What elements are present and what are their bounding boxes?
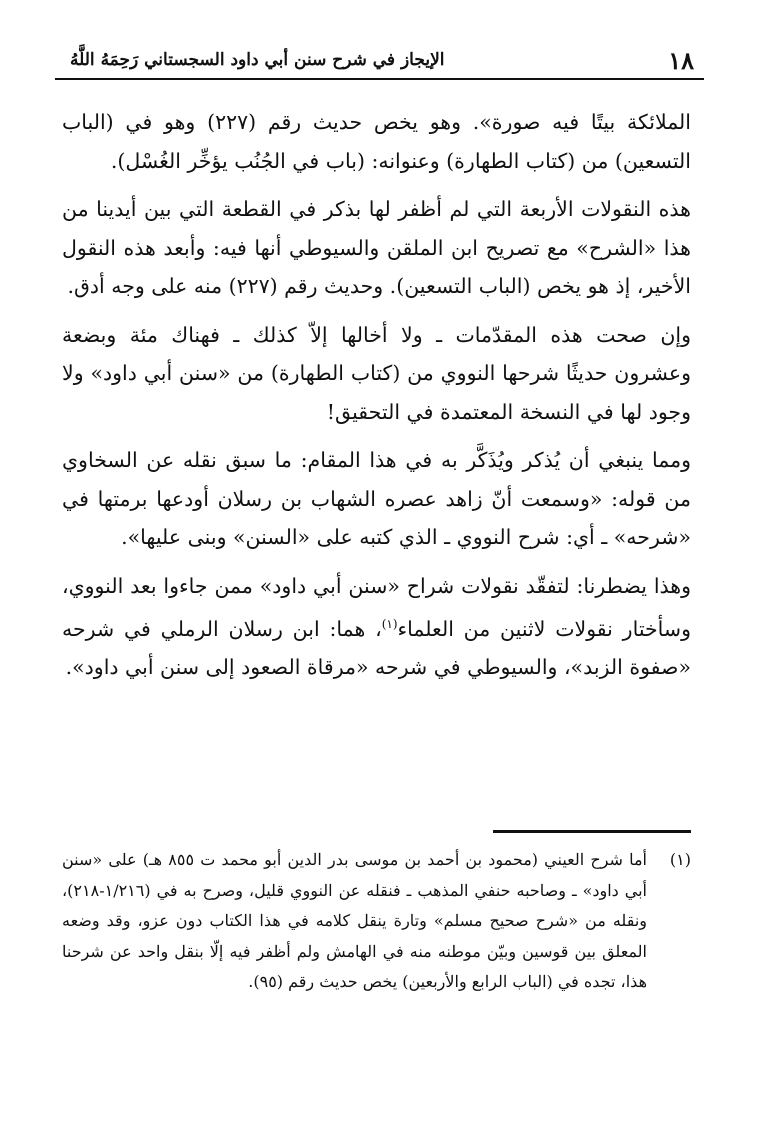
- page-header: [55, 42, 704, 80]
- paragraph-text: وهذا يضطرنا: لتفقّد نقولات شراح «سنن أبي داود» ممن جاءوا بعد النووي، وسأختار نقولات لاثنين من العلماء: [62, 573, 691, 641]
- footnote-text: أما شرح العيني (محمود بن أحمد بن موسى بدر الدين أبو محمد ت ٨٥٥ هـ) على «سنن أبي داود» ـ وصاحبه حنفي المذهب ـ فنقله عن النووي قليل، وصرح به في (١/٢١٦-٢١٨)، ونقله من «شرح صحيح مسلم» وتارة ينقل كلامه في هذا الكتاب دون عزو، وقد وضعه المعلق بين قوسين وبيّن موطنه منه في الهامش ولم أظفر فيه إلّا بنقل واحد عن شرحنا هذا، تجده في (الباب الرابع والأربعين) يخص حديث رقم (٩٥).: [62, 850, 647, 991]
- main-text: [62, 103, 691, 697]
- paragraph: هذه النقولات الأربعة التي لم أظفر لها بذكر في القطعة التي بين أيدينا من هذا «الشرح» مع تصريح ابن الملقن والسيوطي أنها فيه: وأبعد هذه النقول الأخير، إذ هو يخص (الباب التسعين). وحديث رقم (٢٢٧) منه على وجه أدق.: [62, 197, 691, 298]
- footnote-item: [62, 845, 691, 998]
- paragraph: وإن صحت هذه المقدّمات ـ ولا أخالها إلاّ كذلك ـ فهناك مئة وبضعة وعشرون حديثًا شرحها النووي من (كتاب الطهارة) من «سنن أبي داود» ولا وجود لها في النسخة المعتمدة في التحقيق!: [62, 322, 691, 424]
- footnote-separator: [493, 830, 691, 833]
- footnote-marker: (١): [381, 617, 398, 631]
- page-number: ١٨: [668, 46, 694, 75]
- paragraph: ومما ينبغي أن يُذكر ويُذَكَّر به في هذا المقام: ما سبق نقله عن السخاوي من قوله: «وسمعت أنّ زاهد عصره الشهاب بن رسلان أودعها برمتها في «شرحه» ـ أي: شرح النووي ـ الذي كتبه على «السنن» وبنى عليها».: [62, 448, 691, 549]
- paragraph-text: ، هما: ابن رسلان الرملي في شرحه «صفوة الزبد»، والسيوطي في شرحه «مرقاة الصعود إلى سنن أبي داود».: [62, 616, 691, 680]
- paragraph: [62, 567, 691, 687]
- running-title: الإيجاز في شرح سنن أبي داود السجستاني رَحِمَهُ اللَّهُ: [70, 50, 445, 70]
- footnotes: [62, 845, 691, 998]
- footnote-number: (١): [669, 850, 691, 869]
- paragraph: الملائكة بيتًا فيه صورة». وهو يخص حديث رقم (٢٢٧) وهو في (الباب التسعين) من (كتاب الطهارة) وعنوانه: (باب في الجُنُب يؤخِّر الغُسْل).: [62, 110, 691, 173]
